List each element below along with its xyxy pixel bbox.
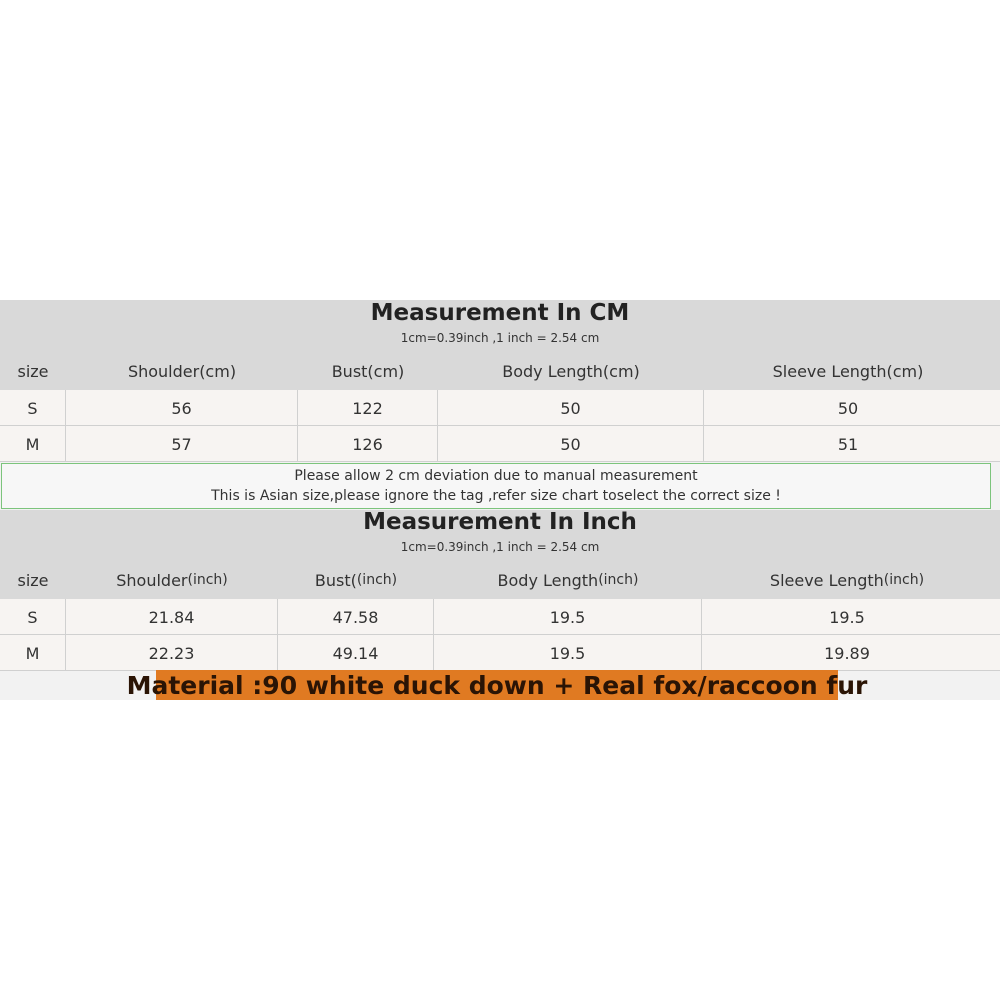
body-length-cell: 19.5 (434, 635, 702, 671)
body-length-cell: 50 (438, 390, 704, 426)
inch-col-bust: Bust( (inch) (314, 570, 398, 590)
inch-col-body-length: Body Length (inch) (497, 570, 639, 590)
inch-title: Measurement In Inch (363, 509, 637, 535)
bust-cell: 47.58 (278, 599, 434, 635)
size-cell: M (0, 426, 66, 462)
inch-conversion-note: 1cm=0.39inch ,1 inch = 2.54 cm (400, 540, 600, 554)
sleeve-length-cell: 51 (837, 434, 859, 454)
shoulder-cell: 21.84 (66, 599, 278, 635)
notice-line-2: This is Asian size,please ignore the tag ,refer size chart toselect the correct size ! (211, 488, 781, 504)
shoulder-cell: 22.23 (66, 635, 278, 671)
table-row (0, 426, 1000, 462)
bust-cell: 49.14 (278, 635, 434, 671)
table-row (0, 635, 1000, 671)
body-length-cell: 19.5 (434, 599, 702, 635)
sleeve-length-cell: 19.5 (829, 607, 865, 627)
inch-col-sleeve-length: Sleeve Length (inch) (769, 570, 925, 590)
cm-col-bust: Bust(cm) (331, 361, 405, 381)
sleeve-length-cell: 50 (837, 398, 859, 418)
notice-line-1: Please allow 2 cm deviation due to manual measurement (294, 468, 698, 484)
size-cell: S (0, 599, 66, 635)
size-cell: M (0, 635, 66, 671)
cm-conversion-note: 1cm=0.39inch ,1 inch = 2.54 cm (400, 331, 600, 345)
body-length-cell: 50 (438, 426, 704, 462)
material-banner: Material :90 white duck down + Real fox/raccoon fur (126, 670, 868, 700)
inch-col-size: size (17, 570, 49, 590)
sleeve-length-cell: 19.89 (824, 643, 870, 663)
cm-title: Measurement In CM (370, 300, 630, 326)
inch-col-shoulder: Shoulder (inch) (116, 570, 228, 590)
shoulder-cell: 56 (66, 390, 298, 426)
cm-col-body-length: Body Length(cm) (502, 361, 640, 381)
cm-col-sleeve-length: Sleeve Length(cm) (772, 361, 924, 381)
table-row (0, 599, 1000, 635)
table-row (0, 390, 1000, 426)
deviation-notice (1, 463, 991, 509)
bust-cell: 126 (298, 426, 438, 462)
size-cell: S (0, 390, 66, 426)
cm-col-size: size (17, 361, 49, 381)
cm-col-shoulder: Shoulder(cm) (127, 361, 237, 381)
bust-cell: 122 (298, 390, 438, 426)
shoulder-cell: 57 (66, 426, 298, 462)
